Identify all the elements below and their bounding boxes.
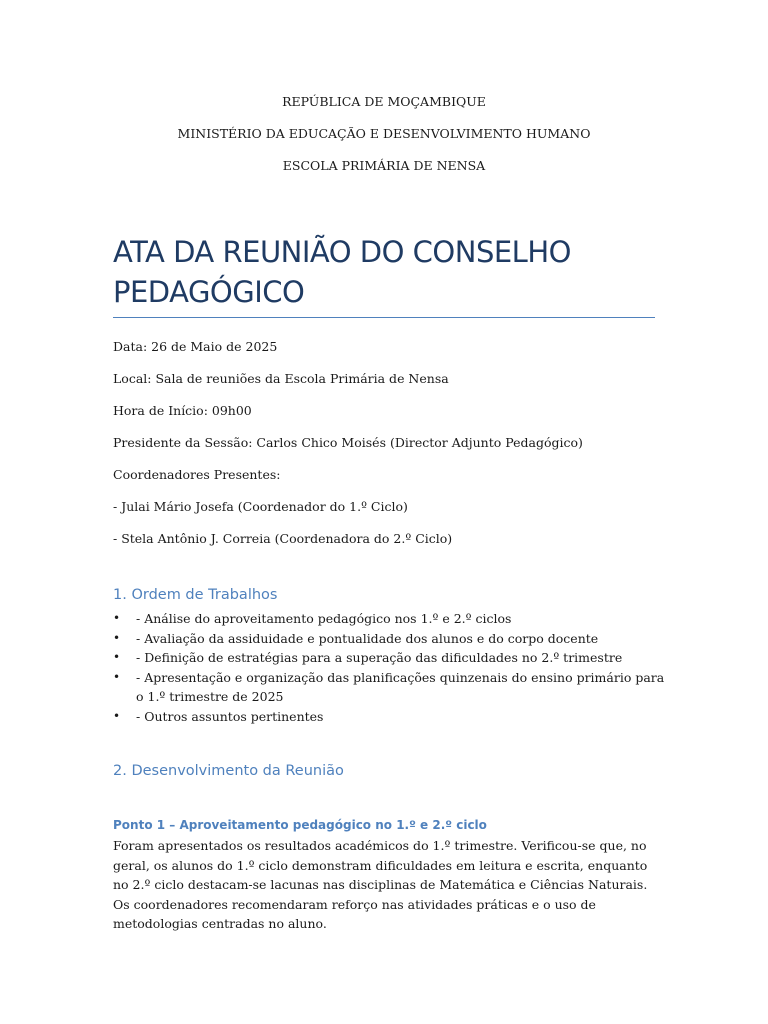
info-coordinator-2: - Stela Antônio J. Correia (Coordenadora do 2.º Ciclo) xyxy=(113,531,453,546)
list-item-text: - Definição de estratégias para a superação das dificuldades no 2.º trimestre xyxy=(136,650,623,665)
bullet-icon: • xyxy=(113,669,121,684)
list-item-text: - Outros assuntos pertinentes xyxy=(136,708,324,724)
list-item xyxy=(113,668,673,707)
point1-heading: Ponto 1 – Aproveitamento pedagógico no 1.º e 2.º ciclo xyxy=(113,818,487,832)
bullet-icon: • xyxy=(113,708,121,723)
bullet-icon: • xyxy=(113,630,121,645)
list-item-text: - Apresentação e organização das planificações quinzenais do ensino primário para o 1.º trimestre de 2025 xyxy=(136,669,665,704)
info-coordinators-label: Coordenadores Presentes: xyxy=(113,467,281,482)
bullet-icon: • xyxy=(113,650,121,664)
header-ministry: MINISTÉRIO DA EDUCAÇÃO E DESENVOLVIMENTO HUMANO xyxy=(177,126,591,141)
point1-paragraph: Foram apresentados os resultados académicos do 1.º trimestre. Verificou-se que, no geral, os alunos do 1.º ciclo demonstram dificuldades em leitura e escrita, enquanto no 2.º ciclo destacam-se lacunas nas disciplinas de Matemática e Ciências Naturais. Os coordenadores recomendaram reforço nas atividades práticas e o uso de metodologias centradas no aluno. xyxy=(113,838,648,931)
list-item xyxy=(113,648,673,668)
info-start-time: Hora de Início: 09h00 xyxy=(113,403,252,418)
info-location: Local: Sala de reuniões da Escola Primária de Nensa xyxy=(113,371,449,386)
info-coordinator-1: - Julai Mário Josefa (Coordenador do 1.º Ciclo) xyxy=(113,499,408,514)
list-item xyxy=(113,609,673,629)
title-rule xyxy=(113,317,655,318)
agenda-list xyxy=(113,609,673,726)
list-item xyxy=(113,629,673,649)
info-president: Presidente da Sessão: Carlos Chico Moisés (Director Adjunto Pedagógico) xyxy=(113,435,583,450)
header-republic: REPÚBLICA DE MOÇAMBIQUE xyxy=(282,94,486,109)
document-title: ATA DA REUNIÃO DO CONSELHO PEDAGÓGICO xyxy=(113,235,571,309)
bullet-icon: • xyxy=(113,611,121,625)
list-item-text: - Avaliação da assiduidade e pontualidade dos alunos e do corpo docente xyxy=(136,630,599,646)
list-item xyxy=(113,707,673,727)
section1-heading: 1. Ordem de Trabalhos xyxy=(113,587,278,603)
info-date: Data: 26 de Maio de 2025 xyxy=(113,339,278,354)
list-item-text: - Análise do aproveitamento pedagógico nos 1.º e 2.º ciclos xyxy=(136,611,512,626)
header-school: ESCOLA PRIMÁRIA DE NENSA xyxy=(282,158,486,173)
section2-heading: 2. Desenvolvimento da Reunião xyxy=(113,763,344,779)
